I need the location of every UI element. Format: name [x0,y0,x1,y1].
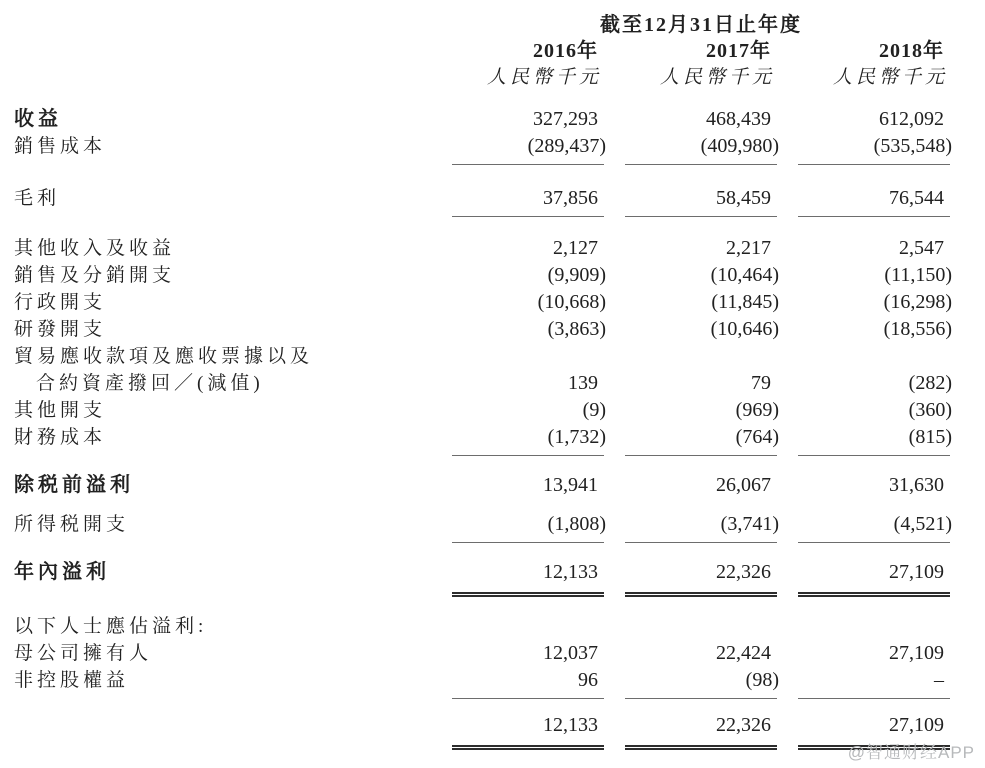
row-label: 銷售成本 [14,136,107,157]
table-row [14,106,950,133]
value-cell: 12,037 [543,642,598,664]
table-row [14,185,950,217]
value-cell: (18,556) [883,318,952,340]
value-cell: 76,544 [798,185,950,217]
value-cell [625,343,777,370]
unit-label: 人民幣千元 [486,67,602,88]
value-cell: 13,941 [543,474,598,496]
row-label: 所得税開支 [14,514,130,535]
value-cell: (1,732) [452,424,604,456]
row-label: 財務成本 [14,427,107,448]
value-cell: (11,150) [884,264,952,286]
row-label: 非控股權益 [14,670,130,691]
row-label: 其他收入及收益 [14,238,176,259]
value-cell: (10,668) [537,291,606,313]
value-cell: (764) [625,424,777,456]
value-cell: (10,464) [710,264,779,286]
table-body [14,106,950,750]
value-cell [452,613,604,640]
value-cell [798,613,950,640]
table-header [14,12,950,92]
value-cell: 31,630 [889,474,944,496]
value-cell: 2,547 [899,237,944,259]
row-label: 其他開支 [14,400,107,421]
table-row [14,472,950,499]
table-row [14,397,950,424]
value-cell: 58,459 [625,185,777,217]
table-row [14,370,950,397]
row-label: 貿易應收款項及應收票據以及 [14,346,314,367]
row-label: 除税前溢利 [14,474,134,496]
value-cell: (3,863) [547,318,606,340]
unit-label: 人民幣千元 [659,67,775,88]
table-row [14,235,950,262]
value-cell [798,343,950,370]
unit-label: 人民幣千元 [832,67,948,88]
value-cell: 79 [751,372,771,394]
value-cell: 37,856 [452,185,604,217]
table-row [14,640,950,667]
value-cell: (289,437) [452,133,604,165]
value-cell: 96 [452,667,604,699]
table-row [14,343,950,370]
table-row [14,262,950,289]
table-row [14,667,950,699]
row-label: 毛利 [14,188,61,209]
year-column-2017: 2017年 [706,40,771,62]
row-label: 母公司擁有人 [14,643,153,664]
value-cell: (11,845) [711,291,779,313]
value-cell: 612,092 [879,108,944,130]
row-label: 行政開支 [14,292,107,313]
value-cell: (360) [908,399,952,421]
value-cell: 27,109 [798,559,950,597]
value-cell: (9) [582,399,606,421]
value-cell: 27,109 [889,642,944,664]
year-column-2016: 2016年 [533,40,598,62]
value-cell: (98) [625,667,777,699]
value-cell: (3,741) [625,511,777,543]
row-label: 合約資產撥回／(減值) [36,373,264,394]
row-label [14,712,431,750]
row-label: 以下人士應佔溢利: [14,616,208,637]
value-cell: 26,067 [716,474,771,496]
table-row [14,712,950,750]
row-label: 收益 [14,108,62,130]
table-row [14,289,950,316]
row-label: 研發開支 [14,319,107,340]
value-cell: 22,326 [625,712,777,750]
table-row [14,316,950,343]
value-cell: 139 [568,372,598,394]
value-cell: 327,293 [533,108,598,130]
value-cell: 2,127 [553,237,598,259]
value-cell: (9,909) [547,264,606,286]
table-row [14,613,950,640]
value-cell: 27,109 [798,712,950,750]
table-row [14,424,950,456]
value-cell: (1,808) [452,511,604,543]
value-cell: (10,646) [710,318,779,340]
value-cell: 12,133 [452,559,604,597]
table-row [14,133,950,165]
row-label: 年內溢利 [14,561,110,583]
value-cell: (282) [908,372,952,394]
value-cell: (535,548) [798,133,950,165]
table-row [14,559,950,597]
value-cell: 468,439 [706,108,771,130]
value-cell: 12,133 [452,712,604,750]
value-cell: (16,298) [883,291,952,313]
value-cell [625,613,777,640]
year-column-2018: 2018年 [879,40,944,62]
value-cell: (969) [735,399,779,421]
value-cell: – [798,667,950,699]
value-cell: (4,521) [798,511,950,543]
value-cell [452,343,604,370]
period-title: 截至12月31日止年度 [600,14,802,36]
value-cell: 2,217 [726,237,771,259]
value-cell: (815) [798,424,950,456]
value-cell: 22,424 [716,642,771,664]
table-row [14,511,950,543]
value-cell: (409,980) [625,133,777,165]
row-label: 銷售及分銷開支 [14,265,176,286]
value-cell: 22,326 [625,559,777,597]
watermark: @智通财经APP [847,743,975,762]
